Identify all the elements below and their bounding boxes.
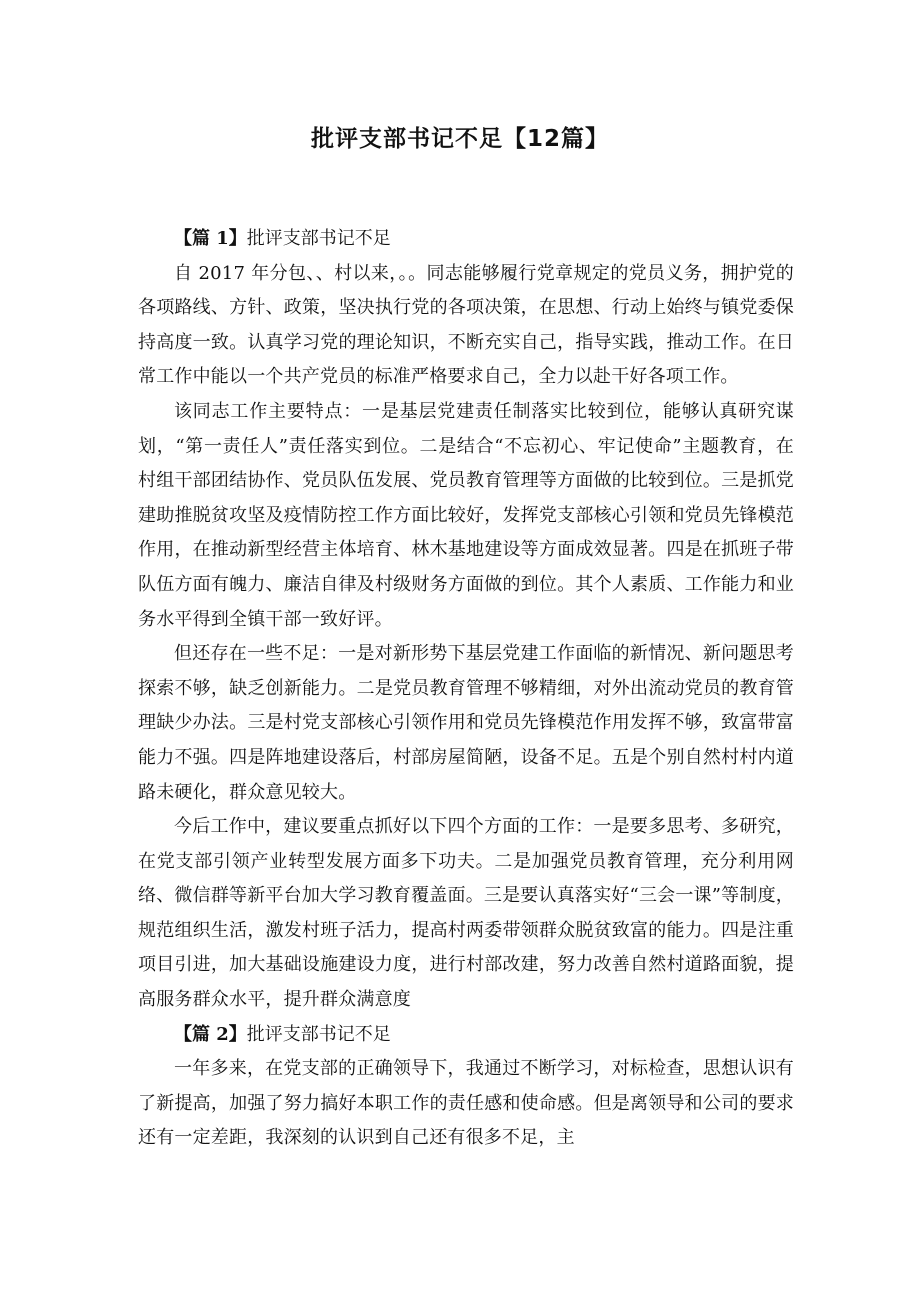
section-heading bbox=[138, 1018, 794, 1053]
section-2 bbox=[138, 1018, 794, 1156]
paragraph: 该同志工作主要特点：一是基层党建责任制落实比较到位，能够认真研究谋划，“第一责任人”责任落实到位。二是结合“不忘初心、牢记使命”主题教育，在村组干部团结协作、党员队伍发展、党员教育管理等方面做的比较到位。三是抓党建助推脱贫攻坚及疫情防控工作方面比较好，发挥党支部核心引领和党员先锋模范作用，在推动新型经营主体培育、林木基地建设等方面成效显著。四是在抓班子带队伍方面有魄力、廉洁自律及村级财务方面做的到位。其个人素质、工作能力和业务水平得到全镇干部一致好评。 bbox=[138, 400, 794, 630]
section-tag: 【篇 2】 bbox=[174, 1023, 247, 1045]
paragraph: 自 2017 年分包、、村以来，。。同志能够履行党章规定的党员义务，拥护党的各项路线、方针、政策，坚决执行党的各项决策，在思想、行动上始终与镇党委保持高度一致。认真学习党的理论知识，不断充实自己，指导实践，推动工作。在日常工作中能以一个共产党员的标准严格要求自己，全力以赴干好各项工作。 bbox=[138, 262, 794, 388]
document-title: 批评支部书记不足【12篇】 bbox=[310, 126, 609, 152]
document-body bbox=[138, 222, 794, 1156]
section-heading bbox=[138, 222, 794, 257]
paragraph: 一年多来，在党支部的正确领导下，我通过不断学习，对标检查，思想认识有了新提高，加强了努力搞好本职工作的责任感和使命感。但是离领导和公司的要求还有一定差距，我深刻的认识到自己还有很多不足，主 bbox=[138, 1058, 794, 1149]
paragraph: 但还存在一些不足：一是对新形势下基层党建工作面临的新情况、新问题思考探索不够，缺乏创新能力。二是党员教育管理不够精细，对外出流动党员的教育管理缺少办法。三是村党支部核心引领作用和党员先锋模范作用发挥不够，致富带富能力不强。四是阵地建设落后，村部房屋简陋，设备不足。五是个别自然村村内道路未硬化，群众意见较大。 bbox=[138, 643, 794, 803]
section-heading-text: 批评支部书记不足 bbox=[246, 1023, 391, 1045]
section-tag: 【篇 1】 bbox=[174, 228, 247, 249]
section-heading-text: 批评支部书记不足 bbox=[246, 228, 391, 249]
section-1 bbox=[138, 222, 794, 1018]
paragraph: 今后工作中，建议要重点抓好以下四个方面的工作：一是要多思考、多研究，在党支部引领产业转型发展方面多下功夫。二是加强党员教育管理，充分利用网络、微信群等新平台加大学习教育覆盖面。三是要认真落实好“三会一课”等制度，规范组织生活，激发村班子活力，提高村两委带领群众脱贫致富的能力。四是注重项目引进，加大基础设施建设力度，进行村部改建，努力改善自然村道路面貌，提高服务群众水平，提升群众满意度 bbox=[138, 816, 794, 1011]
